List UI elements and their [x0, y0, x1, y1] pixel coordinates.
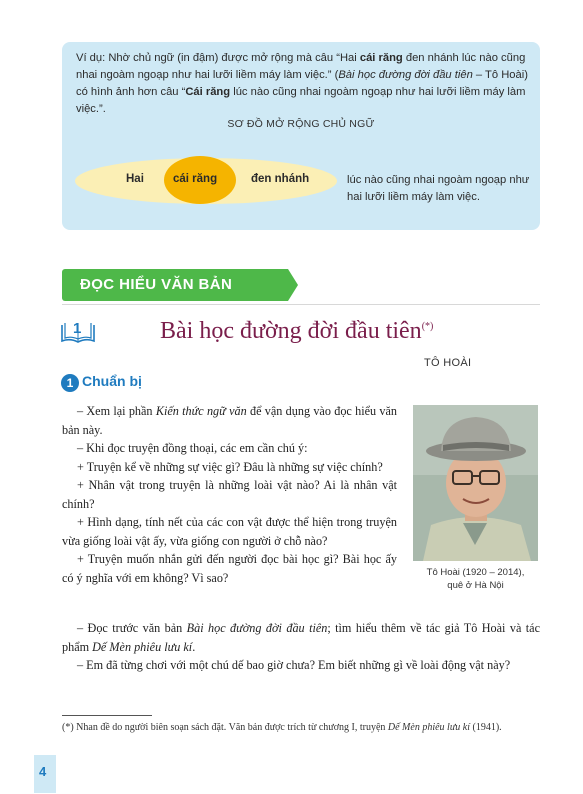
footnote: (*) Nhan đề do người biên soạn sách đặt. Văn bản được trích từ chương I, truyện Dế Mèn phiêu lưu kí (1941). [62, 722, 502, 733]
step-number-badge: 1 [61, 374, 79, 392]
diagram-title: SƠ ĐỒ MỞ RỘNG CHỦ NGỮ [227, 118, 375, 130]
diagram-left-word: Hai [126, 173, 144, 185]
title-footnote-mark: (*) [421, 321, 434, 332]
portrait-caption: Tô Hoài (1920 – 2014), quê ở Hà Nội [426, 567, 525, 591]
prep-body-narrow [62, 402, 397, 587]
prep-paragraph-4: + Nhân vật trong truyện là những loài vật nào? Ai là nhân vật chính? [62, 478, 397, 511]
diagram-center-word: cái răng [173, 173, 218, 185]
example-paragraph: Ví dụ: Nhờ chủ ngữ (in đậm) được mở rộng mà câu “Hai cái răng đen nhánh lúc nào cũng nhai ngoàm ngoạp như hai lưỡi liềm máy làm việc.” (Bài học đường đời đầu tiên – Tô Hoài) có hình ảnh hơn câu “Cái răng lúc nào cũng nhai ngoàm ngoạp như hai lưỡi liềm máy làm việc.”. [76, 52, 528, 115]
prep-paragraph-7: – Đọc trước văn bản Bài học đường đời đầu tiên; tìm hiểu thêm về tác giả Tô Hoài và tác phẩm Dế Mèn phiêu lưu kí. [62, 621, 540, 654]
divider [62, 304, 540, 305]
lesson-title: Bài học đường đời đầu tiên(*) [160, 318, 434, 344]
lesson-number: 1 [73, 320, 82, 337]
prep-paragraph-5: + Hình dạng, tính nết của các con vật được thể hiện trong truyện vừa giống loài vật ấy, vừa giống con người ở chỗ nào? [62, 515, 397, 548]
prep-body-wide [62, 619, 540, 675]
bold-subject-2: Cái răng [185, 86, 231, 98]
section-banner-title: ĐỌC HIỂU VĂN BẢN [80, 276, 233, 293]
prep-paragraph-1: – Xem lại phần Kiến thức ngữ văn để vận dụng vào đọc hiểu văn bản này. [62, 404, 397, 437]
diagram-predicate: lúc nào cũng nhai ngoàm ngoạp như hai lưỡi liềm máy làm việc. [347, 174, 530, 203]
prep-paragraph-8: – Em đã từng chơi với một chú dế bao giờ chưa? Em biết những gì về loài động vật này? [77, 658, 511, 672]
page-number: 4 [39, 764, 47, 779]
section-banner-tip [288, 269, 298, 301]
prep-paragraph-6: + Truyện muốn nhắn gửi đến người đọc bài học gì? Bài học ấy có ý nghĩa với em không? Vì sao? [62, 552, 397, 585]
bold-subject: cái răng [359, 52, 403, 64]
author-name: TÔ HOÀI [424, 357, 472, 369]
author-portrait [413, 405, 538, 561]
footnote-rule [62, 715, 152, 716]
prep-paragraph-3: + Truyện kể về những sự việc gì? Đâu là những sự việc chính? [77, 459, 383, 474]
diagram-right-word: đen nhánh [251, 173, 310, 185]
prep-heading: Chuẩn bị [82, 373, 142, 389]
prep-paragraph-2: – Khi đọc truyện đồng thoại, các em cần chú ý: [77, 441, 308, 455]
